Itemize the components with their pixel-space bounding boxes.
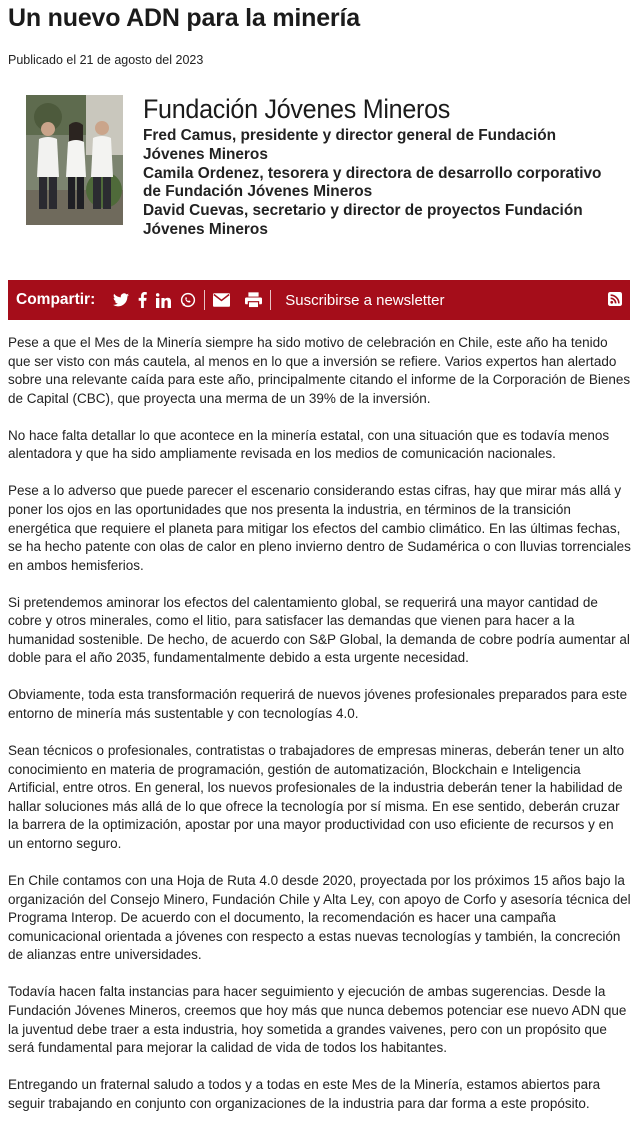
utility-icons xyxy=(213,290,262,310)
author-line: David Cuevas, secretario y director de proyectos Fundación Jóvenes Mineros xyxy=(143,202,583,238)
paragraph: Sean técnicos o profesionales, contratistas o trabajadores de empresas mineras, deberán tener un alto conocimiento en materia de programación, gestión de automatización, Blockchain e Inteligencia Artificial, entre otros. En general, los nuevos profesionales de la industria deberán tener la habilidad de hallar soluciones más allá de lo que ofrece la tecnología por sí misma. En ese sentido, deberán cruzar la barrera de la optimización, apostar por una mayor productividad con uso eficiente de recursos y en un entorno seguro. xyxy=(8,743,625,852)
organization-name: Fundación Jóvenes Mineros xyxy=(143,94,451,124)
paragraph: No hace falta detallar lo que acontece en la minería estatal, con una situación que es todavía menos alentadora y que ha sido ampliamente revisada en los medios de comunicación nacionales. xyxy=(8,427,610,462)
paragraph: Entregando un fraternal saludo a todos y a todas en este Mes de la Minería, estamos abiertos para seguir trabajando en conjunto con organizaciones de la industria para dar forma a este propósito. xyxy=(8,1077,601,1111)
paragraph: Si pretendemos aminorar los efectos del calentamiento global, se requerirá una mayor cantidad de cobre y otros minerales, como el litio, para satisfacer las demandas que vienen para hacer a la humanidad sostenible. De hecho, de acuerdo con S&P Global, la demanda de cobre podría aumentar al doble para el año 2035, fundamentalmente debido a esta urgente necesidad. xyxy=(8,594,630,666)
author-line: Fred Camus, presidente y director general de Fundación Jóvenes Mineros xyxy=(143,127,557,163)
publish-date: Publicado el 21 de agosto del 2023 xyxy=(8,53,204,67)
share-icons xyxy=(113,290,196,310)
paragraph: Pese a que el Mes de la Minería siempre ha sido motivo de celebración en Chile, este año ha tenido que ser visto con más cautela, al menos en lo que a inversión se refiere. Varios expertos han alertado sobre una relevante caída para este año, principalmente citando el informe de la Corporación de Bienes de Capital (CBC), que proyecta una merma de un 39% de la inversión. xyxy=(8,335,631,406)
share-bar xyxy=(8,280,630,320)
rss-icon[interactable] xyxy=(608,292,622,311)
paragraph: Todavía hacen falta instancias para hacer seguimiento y ejecución de ambas sugerencias. Desde la Fundación Jóvenes Mineros, creemos que hoy más que nunca debemos potenciar ese nuevo ADN que la juventud debe traer a esta industria, hoy sometida a grandes vaivenes, pero con un propósito que será fundamental para mejorar la calidad de vida de todos los habitantes. xyxy=(8,984,627,1056)
divider xyxy=(270,290,271,310)
email-icon[interactable] xyxy=(213,290,230,310)
paragraph: Obviamente, toda esta transformación requerirá de nuevos jóvenes profesionales preparados para este entorno de minería más sustentable y con tecnologías 4.0. xyxy=(8,687,628,722)
paragraph: En Chile contamos con una Hoja de Ruta 4.0 desde 2020, proyectada por los próximos 15 años bajo la organización del Consejo Minero, Fundación Chile y Alta Ley, con apoyo de Corfo y asesoría técnica del Programa Interop. De acuerdo con el documento, la recomendación es hacer una campaña comunicacional orientada a jóvenes con respecto a estas nuevas tecnologías y también, la concreción de alianzas entre universidades. xyxy=(8,873,631,963)
print-icon[interactable] xyxy=(245,290,262,310)
paragraph: Pese a lo adverso que puede parecer el escenario considerando estas cifras, hay que mirar más allá y poner los ojos en las oportunidades que nos presenta la industria, en términos de la transición energética que requiere el planeta para mitigar los efectos del cambio climático. En las últimas fechas, se ha hecho patente con olas de calor en pleno invierno dentro de Sudamérica o con lluvias torrenciales en ambos hemisferios. xyxy=(8,483,631,573)
facebook-icon[interactable] xyxy=(138,290,147,310)
twitter-icon[interactable] xyxy=(113,290,129,310)
divider xyxy=(204,290,205,310)
share-label: Compartir: xyxy=(16,291,96,308)
author-line: Camila Ordenez, tesorera y directora de desarrollo corporativo de Fundación Jóvenes Mineros xyxy=(143,164,602,201)
whatsapp-icon[interactable] xyxy=(180,290,196,310)
linkedin-icon[interactable] xyxy=(156,290,171,310)
article-title: Un nuevo ADN para la minería xyxy=(8,4,360,32)
author-block xyxy=(26,94,626,238)
article-body xyxy=(8,334,632,1122)
authors-photo xyxy=(26,95,123,225)
subscribe-newsletter-link[interactable]: Suscribirse a newsletter xyxy=(285,291,445,309)
authors-list xyxy=(143,127,613,240)
